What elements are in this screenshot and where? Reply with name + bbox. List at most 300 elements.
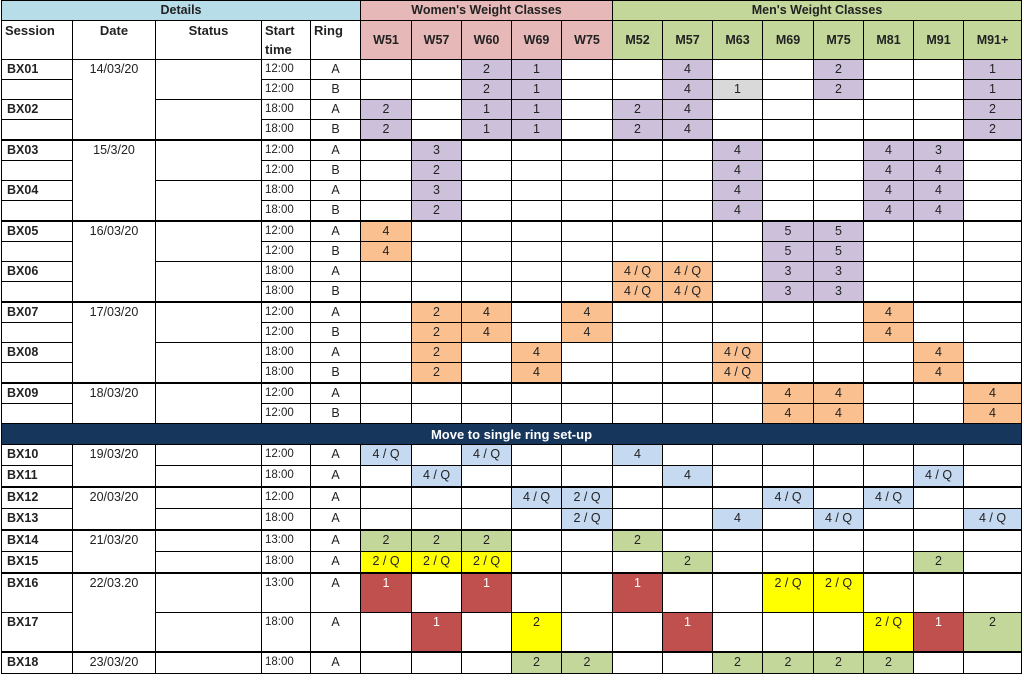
bout-cell bbox=[763, 530, 814, 552]
bout-cell: 4 bbox=[914, 343, 964, 363]
bout-cell bbox=[914, 323, 964, 343]
bout-cell bbox=[562, 404, 613, 424]
bout-cell bbox=[814, 613, 864, 653]
ring-label: A bbox=[311, 652, 361, 674]
column-header: Date bbox=[73, 21, 156, 60]
bout-cell bbox=[663, 487, 713, 509]
bout-cell: 2 bbox=[914, 552, 964, 574]
bout-cell bbox=[713, 242, 763, 262]
session-date: 20/03/20 bbox=[73, 487, 156, 530]
session-status bbox=[156, 221, 262, 262]
bout-cell: 4 bbox=[361, 221, 412, 242]
bout-cell: 3 bbox=[814, 282, 864, 303]
ring-label: A bbox=[311, 100, 361, 120]
bout-cell bbox=[663, 323, 713, 343]
bout-cell bbox=[361, 323, 412, 343]
bout-cell bbox=[412, 242, 462, 262]
bout-cell: 2 bbox=[814, 60, 864, 80]
bout-cell: 2 / Q bbox=[562, 509, 613, 531]
bout-cell bbox=[814, 302, 864, 323]
bout-cell bbox=[713, 487, 763, 509]
ring-label: B bbox=[311, 120, 361, 141]
session-date: 23/03/20 bbox=[73, 652, 156, 674]
ring-label: B bbox=[311, 161, 361, 181]
bout-cell bbox=[814, 552, 864, 574]
bout-cell: 2 bbox=[412, 530, 462, 552]
bout-cell bbox=[512, 404, 562, 424]
bout-cell bbox=[562, 383, 613, 404]
bout-cell: 5 bbox=[814, 221, 864, 242]
bout-cell bbox=[512, 383, 562, 404]
session-status bbox=[156, 445, 262, 466]
bout-cell bbox=[763, 363, 814, 384]
session-id: BX09 bbox=[2, 383, 73, 404]
bout-cell bbox=[562, 140, 613, 161]
bout-cell bbox=[814, 140, 864, 161]
bout-cell bbox=[864, 445, 914, 466]
bout-cell bbox=[412, 100, 462, 120]
bout-cell: 5 bbox=[814, 242, 864, 262]
bout-cell: 4 / Q bbox=[663, 282, 713, 303]
table-row bbox=[2, 652, 1022, 674]
session-id-blank bbox=[2, 201, 73, 222]
bout-cell bbox=[562, 120, 613, 141]
bout-cell bbox=[562, 363, 613, 384]
bout-cell: 4 bbox=[713, 140, 763, 161]
start-time: 12:00 bbox=[262, 487, 311, 509]
bout-cell bbox=[713, 445, 763, 466]
session-id: BX02 bbox=[2, 100, 73, 120]
bout-cell bbox=[663, 302, 713, 323]
bout-cell bbox=[964, 343, 1022, 363]
bout-cell bbox=[462, 262, 512, 282]
bout-cell bbox=[412, 652, 462, 674]
bout-cell bbox=[763, 466, 814, 488]
start-time: 12:00 bbox=[262, 302, 311, 323]
bout-cell bbox=[613, 242, 663, 262]
start-time: 18:00 bbox=[262, 343, 311, 363]
bout-cell bbox=[964, 466, 1022, 488]
bout-cell bbox=[562, 573, 613, 613]
bout-cell bbox=[814, 445, 864, 466]
bout-cell: 1 bbox=[412, 613, 462, 653]
start-time: 18:00 bbox=[262, 181, 311, 201]
bout-cell bbox=[713, 404, 763, 424]
bout-cell bbox=[663, 363, 713, 384]
bout-cell bbox=[914, 652, 964, 674]
bout-cell bbox=[713, 466, 763, 488]
bout-cell: 1 bbox=[462, 573, 512, 613]
bout-cell bbox=[663, 404, 713, 424]
bout-cell: 2 bbox=[412, 161, 462, 181]
bout-cell bbox=[361, 140, 412, 161]
bout-cell: 4 bbox=[763, 383, 814, 404]
bout-cell: 2 bbox=[462, 530, 512, 552]
bout-cell: 4 / Q bbox=[713, 363, 763, 384]
bout-cell: 4 / Q bbox=[613, 282, 663, 303]
ring-label: A bbox=[311, 509, 361, 531]
session-status bbox=[156, 302, 262, 343]
ring-label: A bbox=[311, 530, 361, 552]
bout-cell: 2 bbox=[663, 552, 713, 574]
bout-cell bbox=[864, 262, 914, 282]
bout-cell bbox=[763, 60, 814, 80]
bout-cell bbox=[864, 383, 914, 404]
bout-cell bbox=[663, 383, 713, 404]
bout-cell bbox=[462, 466, 512, 488]
session-date: 14/03/20 bbox=[73, 60, 156, 141]
bout-cell: 4 bbox=[663, 100, 713, 120]
start-time: 13:00 bbox=[262, 530, 311, 552]
bout-cell: 4 bbox=[763, 404, 814, 424]
bout-cell: 2 bbox=[964, 613, 1022, 653]
session-id: BX03 bbox=[2, 140, 73, 161]
bout-cell: 3 bbox=[763, 282, 814, 303]
bout-cell bbox=[814, 120, 864, 141]
bout-cell bbox=[512, 573, 562, 613]
bout-cell: 2 / Q bbox=[562, 487, 613, 509]
bout-cell bbox=[763, 445, 814, 466]
bout-cell bbox=[663, 445, 713, 466]
bout-cell: 2 bbox=[613, 100, 663, 120]
bout-cell: 2 bbox=[613, 530, 663, 552]
bout-cell: 4 / Q bbox=[763, 487, 814, 509]
bout-cell: 4 bbox=[562, 302, 613, 323]
bout-cell bbox=[613, 613, 663, 653]
bout-cell bbox=[613, 140, 663, 161]
session-id: BX11 bbox=[2, 466, 73, 488]
bout-cell bbox=[512, 201, 562, 222]
session-status bbox=[156, 466, 262, 488]
session-date: 19/03/20 bbox=[73, 445, 156, 488]
bout-cell bbox=[914, 487, 964, 509]
bout-cell: 2 / Q bbox=[864, 613, 914, 653]
bout-cell bbox=[462, 221, 512, 242]
bout-cell: 4 / Q bbox=[412, 466, 462, 488]
bout-cell bbox=[713, 573, 763, 613]
bout-cell bbox=[361, 343, 412, 363]
bout-cell: 4 / Q bbox=[361, 445, 412, 466]
start-time: 18:00 bbox=[262, 262, 311, 282]
session-id: BX05 bbox=[2, 221, 73, 242]
bout-cell bbox=[412, 282, 462, 303]
bout-cell bbox=[763, 343, 814, 363]
start-time: 12:00 bbox=[262, 445, 311, 466]
session-date: 21/03/20 bbox=[73, 530, 156, 573]
bout-cell bbox=[462, 201, 512, 222]
bout-cell bbox=[512, 466, 562, 488]
bout-cell bbox=[914, 100, 964, 120]
bout-cell bbox=[412, 509, 462, 531]
bout-cell bbox=[512, 140, 562, 161]
bout-cell: 4 bbox=[613, 445, 663, 466]
bout-cell: 4 bbox=[964, 383, 1022, 404]
bout-cell bbox=[462, 282, 512, 303]
session-id: BX10 bbox=[2, 445, 73, 466]
bout-cell: 1 bbox=[964, 60, 1022, 80]
table-row bbox=[2, 573, 1022, 613]
bout-cell bbox=[613, 161, 663, 181]
start-time: 18:00 bbox=[262, 466, 311, 488]
ring-label: B bbox=[311, 242, 361, 262]
bout-cell: 4 bbox=[663, 80, 713, 100]
bout-cell bbox=[914, 404, 964, 424]
column-header: W69 bbox=[512, 21, 562, 60]
bout-cell bbox=[814, 181, 864, 201]
bout-cell: 1 bbox=[613, 573, 663, 613]
start-time: 12:00 bbox=[262, 323, 311, 343]
bout-cell: 4 bbox=[914, 363, 964, 384]
table-row bbox=[2, 221, 1022, 242]
bout-cell bbox=[964, 323, 1022, 343]
bout-cell bbox=[663, 530, 713, 552]
session-status bbox=[156, 573, 262, 613]
bout-cell: 4 bbox=[713, 201, 763, 222]
bout-cell: 3 bbox=[763, 262, 814, 282]
bout-cell: 4 bbox=[462, 323, 512, 343]
bout-cell bbox=[663, 509, 713, 531]
bout-cell bbox=[864, 343, 914, 363]
column-header: M52 bbox=[613, 21, 663, 60]
bout-cell: 5 bbox=[763, 242, 814, 262]
table-row bbox=[2, 140, 1022, 161]
bout-cell bbox=[763, 302, 814, 323]
ring-label: A bbox=[311, 552, 361, 574]
bout-cell bbox=[361, 466, 412, 488]
session-id: BX06 bbox=[2, 262, 73, 282]
bout-cell: 2 bbox=[713, 652, 763, 674]
bout-cell bbox=[512, 302, 562, 323]
bout-cell: 4 bbox=[914, 161, 964, 181]
bout-cell: 4 / Q bbox=[613, 262, 663, 282]
bout-cell bbox=[814, 100, 864, 120]
bout-cell bbox=[864, 509, 914, 531]
session-id: BX01 bbox=[2, 60, 73, 80]
bout-cell bbox=[613, 343, 663, 363]
bout-cell bbox=[462, 613, 512, 653]
bout-cell: 2 bbox=[462, 80, 512, 100]
bout-cell bbox=[864, 120, 914, 141]
bout-cell bbox=[964, 445, 1022, 466]
bout-cell bbox=[512, 552, 562, 574]
start-time: 18:00 bbox=[262, 509, 311, 531]
bout-cell bbox=[512, 323, 562, 343]
bout-cell bbox=[412, 573, 462, 613]
start-time: 12:00 bbox=[262, 60, 311, 80]
bout-cell bbox=[562, 262, 613, 282]
bout-cell: 2 bbox=[763, 652, 814, 674]
bout-cell bbox=[462, 509, 512, 531]
bout-cell bbox=[412, 120, 462, 141]
bout-cell bbox=[361, 363, 412, 384]
bout-cell bbox=[713, 302, 763, 323]
bout-cell bbox=[663, 242, 713, 262]
bout-cell bbox=[512, 221, 562, 242]
bout-cell bbox=[663, 181, 713, 201]
column-header: W57 bbox=[412, 21, 462, 60]
bout-cell: 3 bbox=[814, 262, 864, 282]
ring-label: A bbox=[311, 466, 361, 488]
column-header: M63 bbox=[713, 21, 763, 60]
bout-cell: 5 bbox=[763, 221, 814, 242]
bout-cell bbox=[663, 161, 713, 181]
bout-cell bbox=[713, 552, 763, 574]
bout-cell bbox=[964, 242, 1022, 262]
bout-cell bbox=[361, 282, 412, 303]
column-header: Status bbox=[156, 21, 262, 60]
bout-cell: 4 bbox=[964, 404, 1022, 424]
table-row bbox=[2, 487, 1022, 509]
session-date: 17/03/20 bbox=[73, 302, 156, 383]
bout-cell bbox=[613, 201, 663, 222]
bout-cell bbox=[964, 487, 1022, 509]
bout-cell bbox=[512, 445, 562, 466]
bout-cell: 4 / Q bbox=[663, 262, 713, 282]
session-status bbox=[156, 262, 262, 303]
bout-cell: 4 / Q bbox=[964, 509, 1022, 531]
session-id: BX18 bbox=[2, 652, 73, 674]
bout-cell: 2 bbox=[412, 323, 462, 343]
session-id: BX15 bbox=[2, 552, 73, 574]
bout-cell bbox=[763, 140, 814, 161]
bout-cell bbox=[361, 60, 412, 80]
bout-cell: 1 bbox=[713, 80, 763, 100]
bout-cell bbox=[914, 302, 964, 323]
session-date: 16/03/20 bbox=[73, 221, 156, 302]
bout-cell bbox=[864, 530, 914, 552]
bout-cell bbox=[713, 120, 763, 141]
session-date: 22/03.20 bbox=[73, 573, 156, 652]
bout-cell bbox=[613, 221, 663, 242]
bout-cell bbox=[462, 404, 512, 424]
bout-cell: 4 bbox=[462, 302, 512, 323]
bout-cell bbox=[562, 100, 613, 120]
bout-cell bbox=[864, 60, 914, 80]
bout-cell bbox=[663, 652, 713, 674]
bout-cell: 1 bbox=[361, 573, 412, 613]
bout-cell bbox=[964, 201, 1022, 222]
bout-cell: 1 bbox=[462, 120, 512, 141]
bout-cell bbox=[412, 445, 462, 466]
bout-cell bbox=[361, 181, 412, 201]
bout-cell bbox=[814, 466, 864, 488]
session-status bbox=[156, 140, 262, 181]
bout-cell: 4 / Q bbox=[914, 466, 964, 488]
bout-cell bbox=[914, 573, 964, 613]
schedule-table bbox=[1, 0, 1022, 674]
group-header-men: Men's Weight Classes bbox=[613, 1, 1022, 21]
bout-cell: 4 bbox=[914, 201, 964, 222]
table-row bbox=[2, 383, 1022, 404]
ring-label: A bbox=[311, 487, 361, 509]
session-id-blank bbox=[2, 242, 73, 262]
bout-cell bbox=[412, 262, 462, 282]
bout-cell bbox=[713, 383, 763, 404]
bout-cell: 2 bbox=[512, 652, 562, 674]
bout-cell bbox=[562, 466, 613, 488]
start-time: 18:00 bbox=[262, 201, 311, 222]
start-time: 18:00 bbox=[262, 100, 311, 120]
column-header: Start time bbox=[262, 21, 311, 60]
bout-cell: 4 bbox=[713, 509, 763, 531]
bout-cell bbox=[562, 60, 613, 80]
bout-cell bbox=[914, 383, 964, 404]
session-status bbox=[156, 181, 262, 222]
bout-cell bbox=[613, 323, 663, 343]
bout-cell: 2 / Q bbox=[814, 573, 864, 613]
bout-cell bbox=[562, 552, 613, 574]
bout-cell bbox=[361, 509, 412, 531]
column-header: Ring bbox=[311, 21, 361, 60]
bout-cell bbox=[914, 242, 964, 262]
bout-cell: 4 bbox=[864, 140, 914, 161]
bout-cell bbox=[562, 282, 613, 303]
bout-cell bbox=[613, 181, 663, 201]
session-status bbox=[156, 652, 262, 674]
bout-cell: 1 bbox=[964, 80, 1022, 100]
ring-label: B bbox=[311, 363, 361, 384]
ring-label: A bbox=[311, 221, 361, 242]
bout-cell bbox=[462, 383, 512, 404]
bout-cell bbox=[964, 552, 1022, 574]
bout-cell bbox=[713, 530, 763, 552]
bout-cell bbox=[613, 509, 663, 531]
bout-cell bbox=[562, 161, 613, 181]
session-status bbox=[156, 383, 262, 424]
bout-cell: 4 bbox=[864, 323, 914, 343]
bout-cell bbox=[864, 282, 914, 303]
ring-label: B bbox=[311, 282, 361, 303]
bout-cell bbox=[814, 363, 864, 384]
bout-cell: 2 / Q bbox=[763, 573, 814, 613]
start-time: 12:00 bbox=[262, 140, 311, 161]
session-status bbox=[156, 100, 262, 141]
bout-cell bbox=[512, 282, 562, 303]
session-id-blank bbox=[2, 363, 73, 384]
bout-cell bbox=[361, 201, 412, 222]
bout-cell bbox=[361, 487, 412, 509]
group-header-details: Details bbox=[2, 1, 361, 21]
bout-cell: 4 bbox=[361, 242, 412, 262]
session-id: BX16 bbox=[2, 573, 73, 613]
bout-cell bbox=[562, 242, 613, 262]
session-id-blank bbox=[2, 404, 73, 424]
bout-cell: 4 / Q bbox=[512, 487, 562, 509]
bout-cell bbox=[864, 363, 914, 384]
session-id: BX07 bbox=[2, 302, 73, 323]
bout-cell: 2 bbox=[361, 120, 412, 141]
bout-cell: 4 bbox=[512, 343, 562, 363]
bout-cell bbox=[763, 613, 814, 653]
bout-cell: 4 bbox=[864, 302, 914, 323]
column-header: M91+ bbox=[964, 21, 1022, 60]
bout-cell: 1 bbox=[512, 120, 562, 141]
session-id: BX13 bbox=[2, 509, 73, 531]
ring-label: A bbox=[311, 445, 361, 466]
bout-cell: 2 bbox=[512, 613, 562, 653]
session-id-blank bbox=[2, 120, 73, 141]
bout-cell bbox=[462, 181, 512, 201]
bout-cell bbox=[361, 161, 412, 181]
bout-cell bbox=[462, 363, 512, 384]
bout-cell bbox=[613, 487, 663, 509]
session-status bbox=[156, 509, 262, 531]
bout-cell bbox=[763, 80, 814, 100]
bout-cell bbox=[663, 140, 713, 161]
bout-cell bbox=[763, 323, 814, 343]
group-header-women: Women's Weight Classes bbox=[361, 1, 613, 21]
bout-cell bbox=[512, 181, 562, 201]
